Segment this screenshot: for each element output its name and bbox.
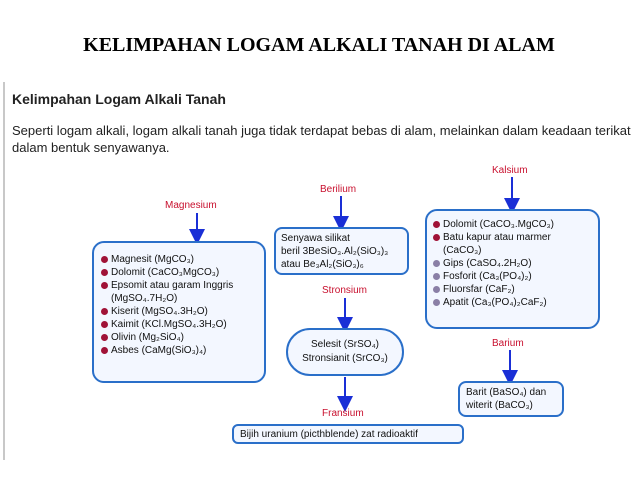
- diagram-heading: Kelimpahan Logam Alkali Tanah: [12, 91, 226, 107]
- list-item: Dolomit (CaCO₃.MgCO₃): [432, 218, 593, 231]
- list-item: Gips (CaSO₄.2H₂O): [432, 257, 593, 270]
- list-item: Fluorsfar (CaF₂): [432, 283, 593, 296]
- list-item: Epsomit atau garam Inggris: [100, 279, 258, 292]
- label-stronsium: Stronsium: [322, 285, 368, 296]
- list-item: Magnesit (MgCO₃): [100, 253, 258, 266]
- magnesium-box: [92, 241, 266, 383]
- kalsium-box: [425, 209, 600, 329]
- stronsium-box: Selesit (SrSO₄) Stronsianit (SrCO₃): [286, 328, 404, 376]
- berilium-box: Senyawa silikat beril 3BeSiO₃.Al₂(SiO₃)₃ atau Be₃Al₂(SiO₃)₆: [274, 227, 409, 275]
- list-item: Kaimit (KCl.MgSO₄.3H₂O): [100, 318, 258, 331]
- barium-box: Barit (BaSO₄) dan witerit (BaCO₃): [458, 381, 564, 417]
- list-item: (CaCO₃): [443, 245, 482, 256]
- list-item: Apatit (Ca₃(PO₄)₂CaF₂): [432, 296, 593, 309]
- label-kalsium: Kalsium: [492, 165, 528, 176]
- list-item: Dolomit (CaCO₃MgCO₃): [100, 266, 258, 279]
- list-item: Batu kapur atau marmer: [432, 231, 593, 244]
- list-item: (MgSO₄.7H₂O): [111, 293, 178, 304]
- list-item: Fosforit (Ca₃(PO₄)₂): [432, 270, 593, 283]
- slide-title: KELIMPAHAN LOGAM ALKALI TANAH DI ALAM: [83, 34, 555, 56]
- label-magnesium: Magnesium: [165, 200, 217, 211]
- label-fransium: Fransium: [322, 408, 364, 419]
- diagram-intro: Seperti logam alkali, logam alkali tanah juga tidak terdapat bebas di alam, melainkan dalam keadaan terikat dalam bentuk senyawanya.: [12, 123, 631, 155]
- fransium-box: Bijih uranium (picthblende) zat radioaktif: [232, 424, 464, 444]
- label-barium: Barium: [492, 338, 524, 349]
- list-item: Asbes (CaMg(SiO₃)₄): [100, 344, 258, 357]
- list-item: Olivin (Mg₂SiO₄): [100, 331, 258, 344]
- list-item: Kiserit (MgSO₄.3H₂O): [100, 305, 258, 318]
- label-berilium: Berilium: [320, 184, 357, 195]
